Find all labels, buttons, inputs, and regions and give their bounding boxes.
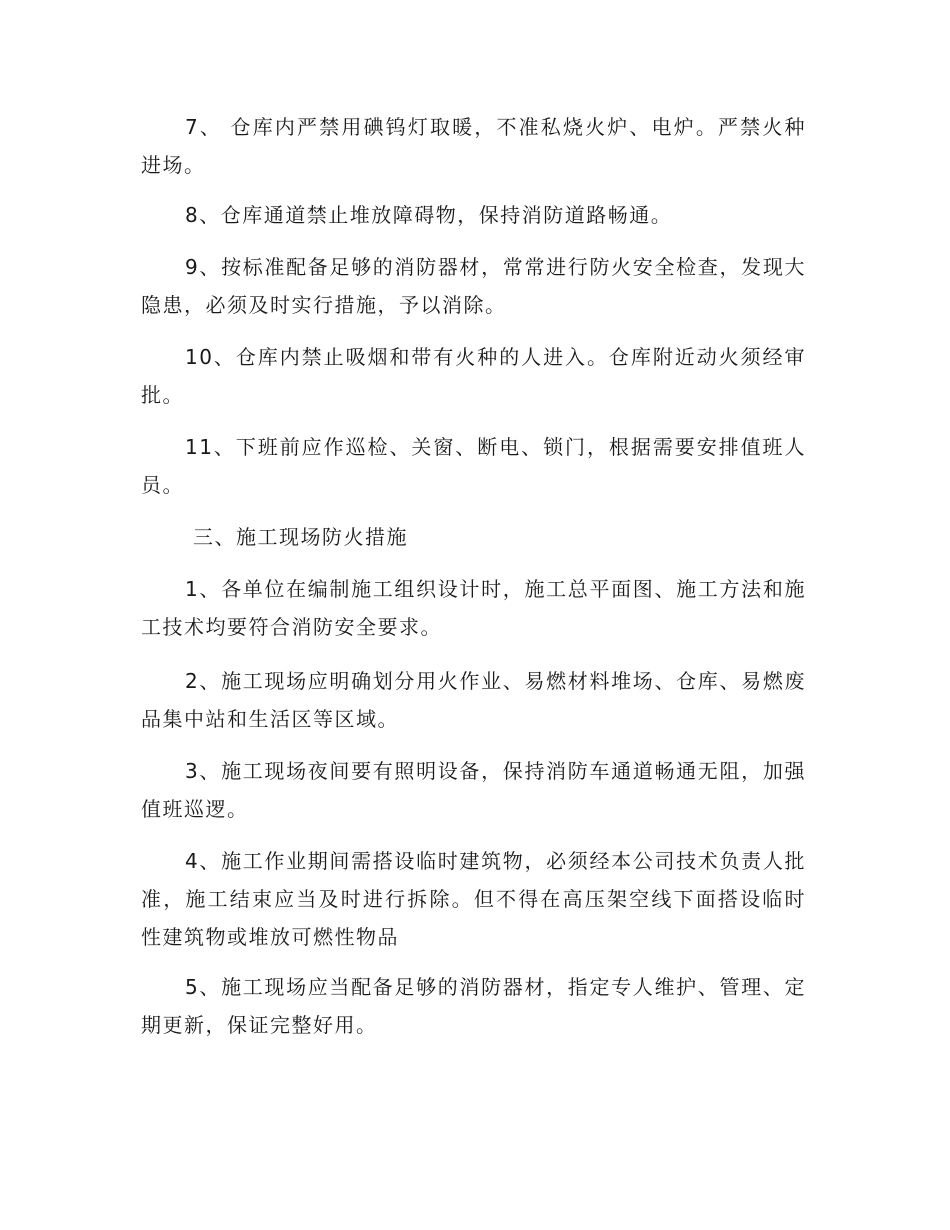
paragraph-item-11: 11、下班前应作巡检、关窗、断电、锁门，根据需要安排值班人员。 bbox=[141, 435, 806, 497]
paragraph-section3-item-5: 5、施工现场应当配备足够的消防器材，指定专人维护、管理、定期更新，保证完整好用。 bbox=[141, 975, 806, 1037]
paragraph-section3-item-1: 1、各单位在编制施工组织设计时，施工总平面图、施工方法和施工技术均要符合消防安全要求。 bbox=[141, 577, 806, 639]
paragraph-section3-item-3: 3、施工现场夜间要有照明设备，保持消防车通道畅通无阻，加强值班巡逻。 bbox=[141, 759, 806, 821]
section-heading: 三、施工现场防火措施 bbox=[193, 525, 408, 549]
paragraph-section3-item-4: 4、施工作业期间需搭设临时建筑物，必须经本公司技术负责人批准，施工结束应当及时进行拆除。但不得在高压架空线下面搭设临时性建筑物或堆放可燃性物品 bbox=[141, 849, 806, 949]
paragraph-item-10: 10、仓库内禁止吸烟和带有火种的人进入。仓库附近动火须经审批。 bbox=[141, 345, 806, 407]
paragraph-item-7: 7、 仓库内严禁用碘钨灯取暖，不准私烧火炉、电炉。严禁火种进场。 bbox=[141, 115, 806, 177]
paragraph-item-8: 8、仓库通道禁止堆放障碍物，保持消防道路畅通。 bbox=[185, 203, 673, 227]
paragraph-section3-item-2: 2、施工现场应明确划分用火作业、易燃材料堆场、仓库、易燃废品集中站和生活区等区域。 bbox=[141, 669, 806, 731]
paragraph-item-9: 9、按标准配备足够的消防器材，常常进行防火安全检查，发现大隐患，必须及时实行措施，予以消除。 bbox=[141, 255, 806, 317]
